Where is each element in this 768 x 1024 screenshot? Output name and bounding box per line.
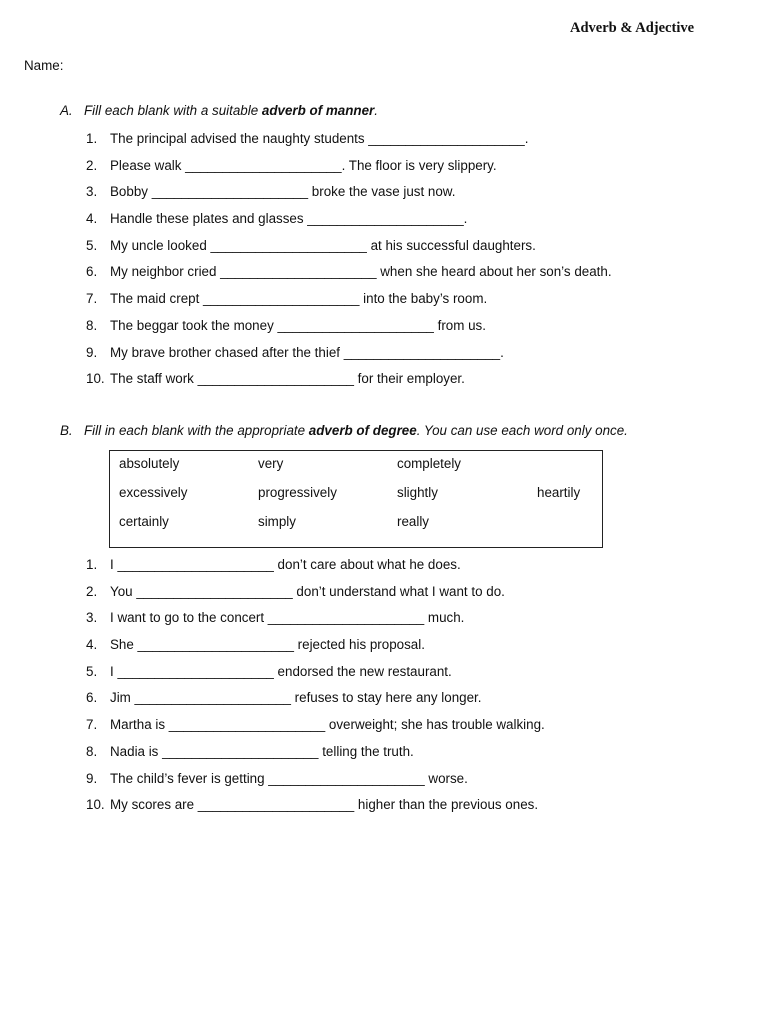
word-bank-word: excessively	[119, 485, 188, 500]
question-text: The principal advised the naughty students _____________________.	[110, 131, 529, 146]
question-text: The maid crept _____________________ into the baby’s room.	[110, 291, 488, 307]
question-item	[86, 605, 545, 632]
word-bank-word: certainly	[119, 514, 169, 529]
question-item	[86, 739, 545, 766]
question-item	[86, 712, 545, 739]
question-text: I _____________________ don’t care about what he does.	[110, 557, 461, 572]
word-bank-box	[109, 450, 603, 548]
word-bank-word: heartily	[537, 485, 581, 500]
question-text: My brave brother chased after the thief _____________________.	[110, 344, 504, 360]
question-number: 9.	[86, 344, 98, 360]
question-text: The beggar took the money _____________________ from us.	[110, 317, 486, 333]
question-item	[86, 233, 612, 260]
question-item	[86, 340, 612, 367]
question-number: 3.	[86, 610, 98, 626]
question-number: 8.	[86, 743, 98, 759]
question-item	[86, 259, 612, 286]
section-b-instruction-keyword: adverb of degree	[308, 423, 417, 438]
question-text: Handle these plates and glasses _____________________.	[110, 211, 468, 227]
question-text: Martha is _____________________ overweight; she has trouble walking.	[110, 717, 545, 733]
word-bank-word: very	[258, 456, 284, 471]
question-text: You _____________________ don’t understand what I want to do.	[110, 583, 505, 599]
word-bank-word: absolutely	[119, 456, 180, 471]
section-a-instruction-text: Fill each blank with a suitable	[84, 103, 262, 118]
question-number: 10.	[86, 371, 105, 387]
question-item	[86, 366, 612, 393]
section-a-instruction	[84, 103, 378, 118]
word-bank-word: really	[397, 514, 429, 529]
question-number: 1.	[86, 557, 98, 572]
question-number: 8.	[86, 317, 98, 333]
question-text: Please walk _____________________. The floor is very slippery.	[110, 157, 497, 173]
question-item	[86, 206, 612, 233]
question-number: 4.	[86, 211, 98, 227]
question-number: 2.	[86, 583, 98, 599]
question-text: The staff work _____________________ for their employer.	[110, 371, 465, 387]
question-item	[86, 552, 545, 579]
question-number: 3.	[86, 184, 98, 200]
question-number: 5.	[86, 237, 98, 253]
word-bank-word: simply	[258, 514, 296, 529]
word-bank-word: completely	[397, 456, 462, 471]
question-text: I _____________________ endorsed the new restaurant.	[110, 663, 452, 679]
question-number: 10.	[86, 797, 105, 813]
question-item	[86, 792, 545, 819]
question-text: Jim _____________________ refuses to stay here any longer.	[110, 690, 482, 706]
question-text: Nadia is _____________________ telling the truth.	[110, 743, 414, 759]
question-number: 7.	[86, 717, 98, 733]
section-a-letter: A.	[60, 103, 73, 118]
question-text: Bobby _____________________ broke the vase just now.	[110, 184, 456, 200]
section-a-instruction-keyword: adverb of manner	[261, 103, 375, 118]
question-item	[86, 126, 612, 153]
question-text: I want to go to the concert _____________________ much.	[110, 610, 465, 626]
question-number: 6.	[86, 264, 98, 280]
question-text: My scores are _____________________ higher than the previous ones.	[110, 797, 539, 813]
section-a-heading	[60, 103, 378, 118]
question-number: 7.	[86, 291, 98, 307]
question-item	[86, 632, 545, 659]
question-item	[86, 766, 545, 793]
question-item	[86, 286, 612, 313]
question-number: 1.	[86, 131, 98, 146]
section-b-instruction-end: . You can use each word only once.	[416, 423, 628, 438]
question-item	[86, 579, 545, 606]
question-text: My uncle looked _____________________ at his successful daughters.	[110, 237, 536, 253]
question-item	[86, 153, 612, 180]
question-text: My neighbor cried _____________________ when she heard about her son’s death.	[110, 264, 612, 280]
section-a-question-list	[86, 126, 612, 393]
question-number: 9.	[86, 770, 98, 786]
name-label: Name:	[24, 58, 64, 73]
section-b-instruction-text: Fill in each blank with the appropriate	[84, 423, 309, 438]
question-item	[86, 685, 545, 712]
question-item	[86, 313, 612, 340]
question-text: The child’s fever is getting _____________________ worse.	[110, 770, 468, 786]
question-text: She _____________________ rejected his proposal.	[110, 637, 425, 653]
section-b-question-list	[86, 552, 545, 819]
question-number: 6.	[86, 690, 98, 706]
word-bank-word: slightly	[397, 485, 438, 500]
section-a-instruction-end: .	[374, 103, 378, 118]
question-number: 5.	[86, 663, 98, 679]
section-b-heading	[60, 423, 628, 438]
question-number: 4.	[86, 637, 98, 653]
document-title: Adverb & Adjective	[570, 20, 695, 36]
section-b-instruction	[84, 423, 628, 438]
word-bank-word: progressively	[258, 485, 337, 500]
question-item	[86, 179, 612, 206]
section-b-letter: B.	[60, 423, 73, 438]
question-number: 2.	[86, 157, 98, 173]
question-item	[86, 659, 545, 686]
